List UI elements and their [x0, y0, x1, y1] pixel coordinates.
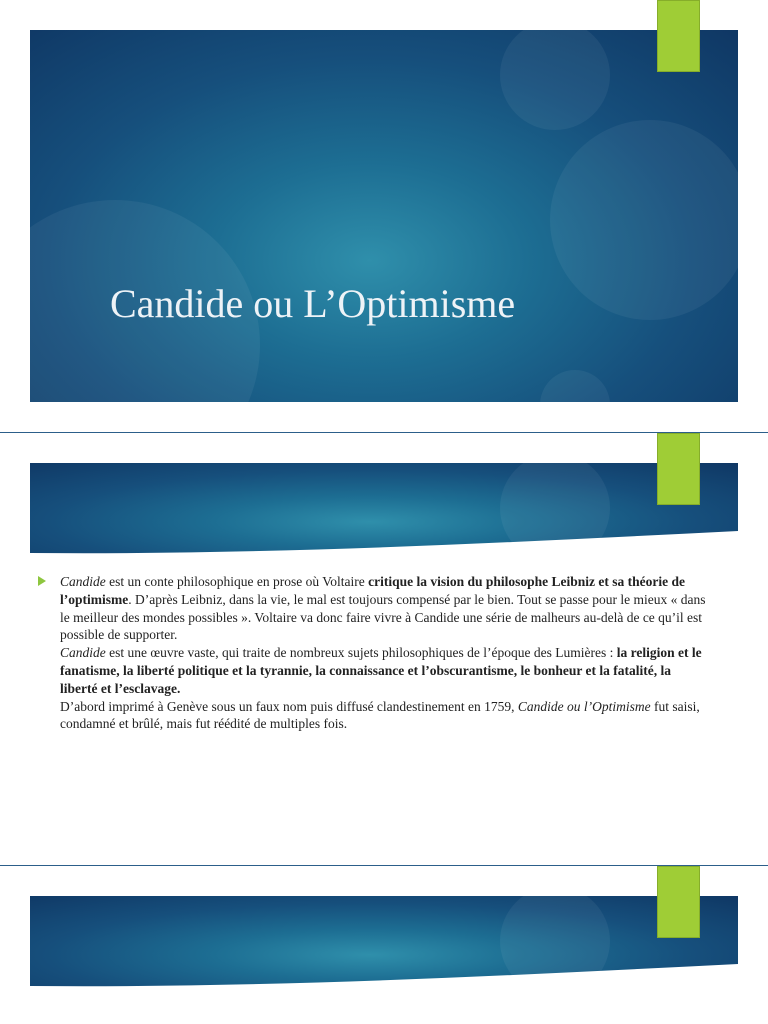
slide-title-text: Candide ou L’Optimisme [110, 281, 516, 326]
paragraph-intro [60, 573, 706, 644]
header-wave [30, 896, 738, 991]
text-span: D’abord imprimé à Genève sous un faux nom puis diffusé clandestinement en 1759, [60, 698, 518, 714]
bullet-arrow-icon [38, 576, 46, 586]
header-background [30, 896, 738, 991]
slide-partial [0, 866, 768, 1024]
bold-text: critique la vision du philosophe Leibniz et sa théorie de l’optimisme [60, 574, 685, 607]
decorative-bubble [540, 370, 610, 402]
bullet-content [38, 573, 706, 733]
bold-text: la religion et le fanatisme, la liberté politique et la tyrannie, la connaissance et l’obscurantisme, le bonheur et la fatalité, la liberté et l’esclavage. [60, 645, 702, 696]
accent-tab [657, 0, 700, 72]
slide-title [0, 0, 768, 432]
header-background [30, 463, 738, 558]
book-title: Candide [60, 574, 106, 589]
accent-tab [657, 433, 700, 505]
header-wave [30, 463, 738, 558]
paragraph-themes [60, 644, 706, 697]
book-title: Candide ou l’Optimisme [517, 698, 651, 714]
paragraph-history [60, 698, 706, 734]
text-span: est une œuvre vaste, qui traite de nombreux sujets philosophiques de l’époque des Lumières : [105, 645, 617, 661]
slide-content [0, 433, 768, 865]
book-title: Candide [60, 645, 106, 661]
text-span: est un conte philosophique en prose où Voltaire [105, 574, 369, 589]
decorative-bubble [500, 30, 610, 130]
text-span: . D’après Leibniz, dans la vie, le mal est toujours compensé par le bien. Tout se passe pour le mieux « dans le meilleur des mondes possibles ». Voltaire va donc faire vivre à Candide une série de malheurs au-delà de ce qu’il est possible de supporter. [60, 591, 706, 643]
text-span: fut saisi, condamné et brûlé, mais fut réédité de multiples fois. [60, 698, 700, 732]
slide-background [30, 30, 738, 402]
accent-tab [657, 866, 700, 938]
decorative-bubble [550, 120, 738, 320]
